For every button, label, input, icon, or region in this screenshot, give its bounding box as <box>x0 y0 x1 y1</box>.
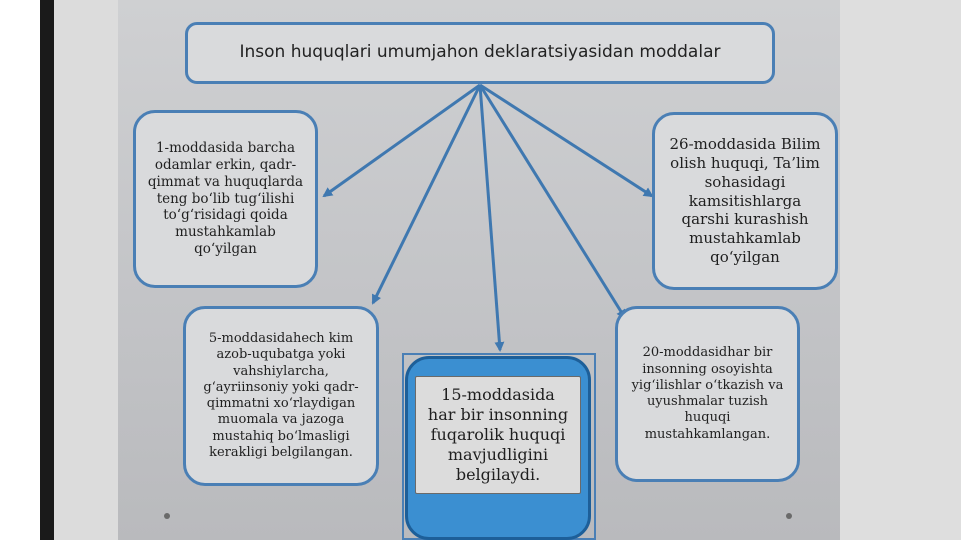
node-article-26 <box>652 112 838 290</box>
node-article-15 <box>415 376 581 494</box>
arrow-to-art20 <box>480 85 625 318</box>
arrow-to-art26 <box>480 85 652 196</box>
arrow-to-art5 <box>373 85 480 303</box>
node-article-5 <box>183 306 379 486</box>
bullet-dot-left <box>164 513 170 519</box>
node-article-15-text: 15-moddasida har bir insonning fuqarolik huquqi mavjudligini belgilaydi. <box>427 385 569 484</box>
node-article-1-text: 1-moddasida barcha odamlar erkin, qadr-qimmat va huquqlarda teng bo‘lib tug‘ilishi to‘g‘risidagi qoida mustahkamlab qo‘yilgan <box>147 139 304 258</box>
node-article-20-text: 20-moddasidhar bir insonning osoyishta yig‘ilishlar o‘tkazish va uyushmalar tuzish huquqi mustahkamlangan. <box>631 345 784 442</box>
arrow-to-art1 <box>324 85 480 196</box>
node-article-20 <box>615 306 800 482</box>
node-article-1 <box>133 110 318 288</box>
bullet-dot-right <box>786 513 792 519</box>
node-article-26-text: 26-moddasida Bilim olish huquqi, Ta’lim sohasidagi kamsitishlarga qarshi kurashish mustahkamlab qo‘yilgan <box>669 135 821 266</box>
diagram-title <box>185 22 775 84</box>
arrow-to-art15 <box>480 85 500 350</box>
node-article-5-text: 5-moddasidahech kim azob-uqubatga yoki vahshiylarcha, g‘ayriinsoniy yoki qadr-qimmatni xo‘rlaydigan muomala va jazoga mustahiq bo‘lmasligi kerakligi belgilangan. <box>203 331 359 460</box>
diagram-title-text: Inson huquqlari umumjahon deklaratsiyasidan moddalar <box>239 42 721 63</box>
